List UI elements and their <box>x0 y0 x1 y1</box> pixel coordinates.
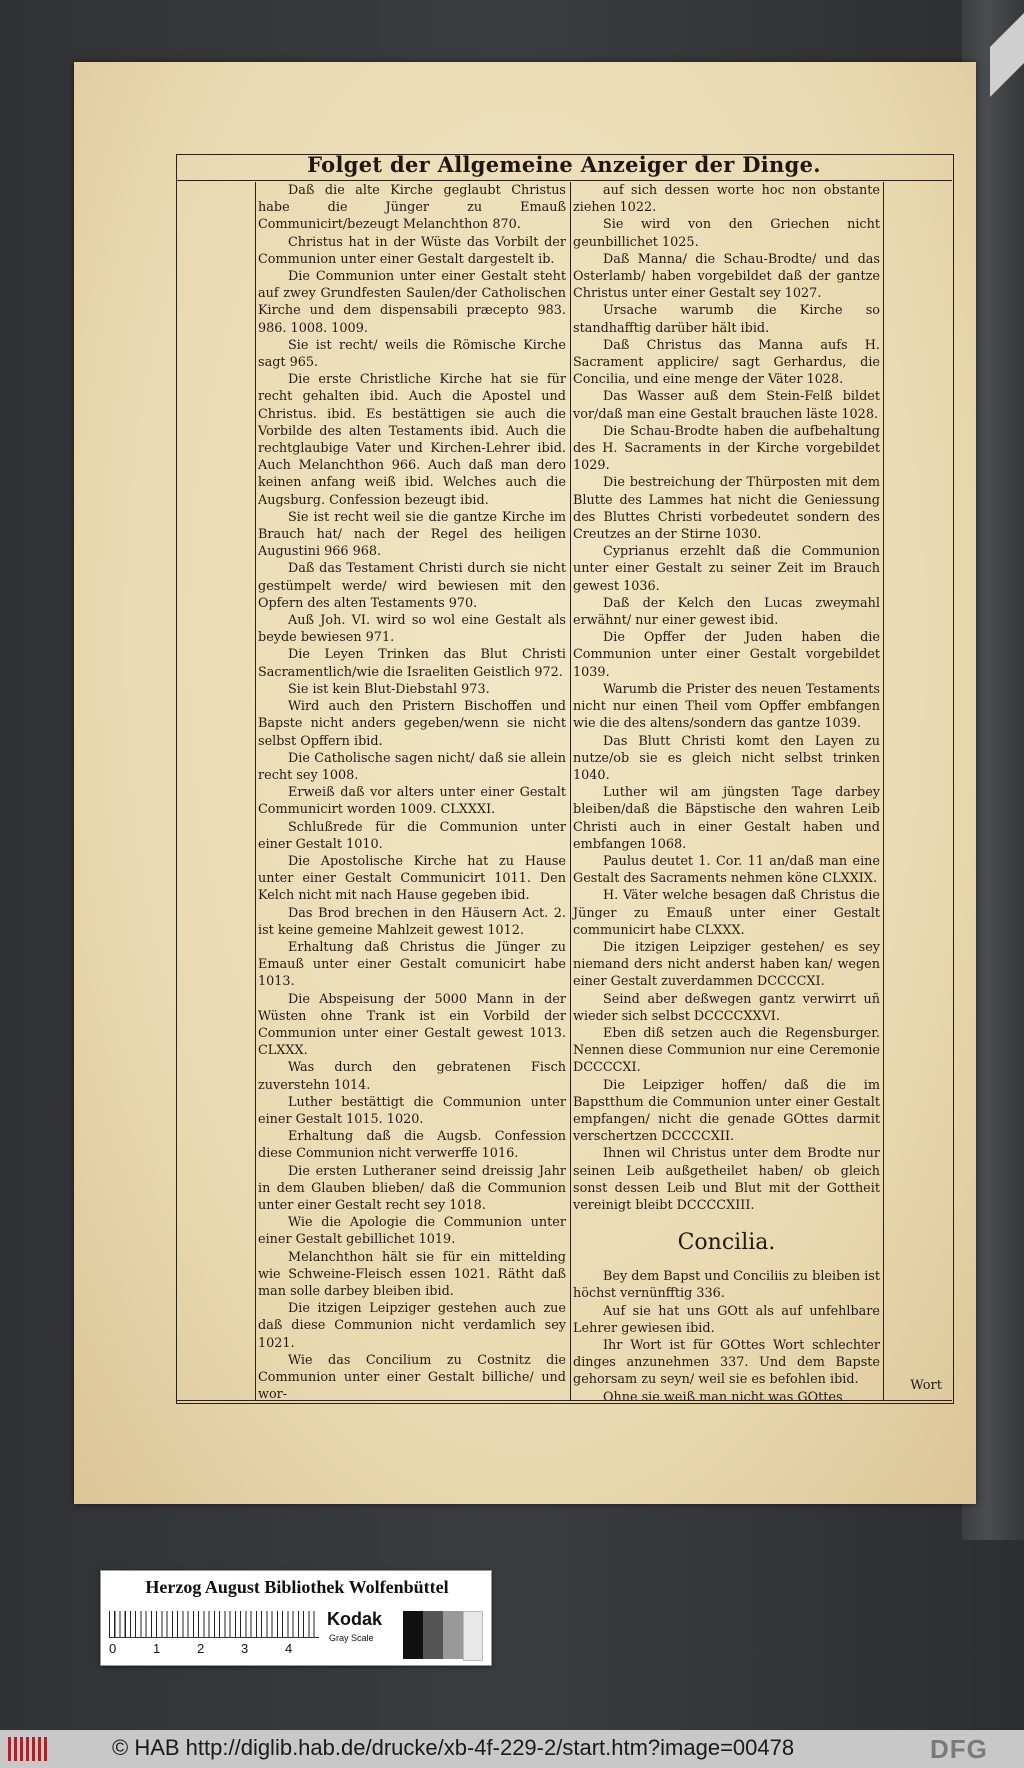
index-entry: Erhaltung daß die Augsb. Confession diese Communion nicht verwerffe 1016. <box>258 1129 566 1162</box>
index-entry: Die Leyen Trinken das Blut Christi Sacramentlich/wie die Israeliten Geistlich 972. <box>258 647 566 680</box>
index-entry: Schlußrede für die Communion unter einer Gestalt 1010. <box>258 819 566 852</box>
catch-word: Wort <box>910 1378 942 1393</box>
index-entry: Das Blutt Christi komt den Layen zu nutze/ob sie es gleich nicht selbst trinken 1040. <box>573 733 880 783</box>
index-entry: Erweiß daß vor alters unter einer Gestalt Communicirt worden 1009. CLXXXI. <box>258 785 566 818</box>
index-entry: Erhaltung daß Christus die Jünger zu Emauß unter einer Gestalt comunicirt habe 1013. <box>258 939 566 990</box>
index-entry: Sie ist kein Blut-Diebstahl 973. <box>288 681 490 697</box>
index-entry: Bey dem Bapst und Conciliis zu bleiben ist höchst vernünfftig 336. <box>573 1269 880 1302</box>
index-entry: Luther bestättigt die Communion unter einer Gestalt 1015. 1020. <box>258 1094 566 1127</box>
gray-patch-mid <box>443 1611 463 1659</box>
scale-ruler <box>109 1611 319 1638</box>
index-entry: Daß Christus das Manna aufs H. Sacrament applicire/ sagt Gerhardus, die Concilia, und eine menge der Väter 1028. <box>573 337 880 388</box>
left-column-rule <box>255 182 256 1400</box>
gray-patch-dark <box>423 1611 443 1659</box>
index-entry: Was durch den gebratenen Fisch zuverstehn 1014. <box>258 1060 566 1093</box>
ruler-number: 2 <box>197 1641 205 1656</box>
index-entry: Daß Manna/ die Schau-Brodte/ und das Osterlamb/ haben vorgebildet daß der gantze Christus unter einer Gestalt sey 1027. <box>573 251 880 302</box>
index-entry: Ihnen wil Christus unter dem Brodte nur seinen Leib außgetheilet haben/ ob gleich sonst dessen Leib und Blut mit der Gottheit vereinigt bleibt DCCCCXIII. <box>573 1146 880 1213</box>
ruler-number: 4 <box>285 1641 293 1656</box>
index-entry: Das Wasser auß dem Stein-Felß bildet vor/daß man eine Gestalt brauchen läste 1028. <box>573 389 880 422</box>
ruler-number: 1 <box>153 1641 161 1656</box>
index-entry: auf sich dessen worte hoc non obstante ziehen 1022. <box>573 183 880 216</box>
dfg-logo: DFG <box>930 1734 988 1764</box>
kodak-name: Kodak <box>327 1609 383 1629</box>
ruler-number: 0 <box>109 1641 117 1656</box>
index-entry: Daß die alte Kirche geglaubt Christus habe die Jünger zu Emauß Communicirt/bezeugt Melanchthon 870. <box>258 183 566 233</box>
gray-patch-black <box>403 1611 423 1659</box>
index-entry: Die erste Christliche Kirche hat sie für recht gehalten ibid. Auch die Apostel und Christus. ibid. Es bestättigen sie auch die Vorbilde des alten Testaments ibid. Auch die rechtglaubige Vater und Kirchen-Lehrer ibid. Auch Melanchthon 966. Auch daß man dero keinen anfang weiß ibid. Welches auch die Augsburg. Confession bezeugt ibid. <box>258 372 566 508</box>
index-entry: Seind aber deßwegen gantz verwirrt uñ wieder sich selbst DCCCCXXVI. <box>573 991 880 1024</box>
index-entry: Wird auch den Pristern Bischoffen und Bapste nicht anders gegeben/wenn sie nicht selbst Opffern ibid. <box>258 699 566 749</box>
index-entry: H. Väter welche besagen daß Christus die Jünger zu Emauß unter einer Gestalt communicirt habe CLXXX. <box>573 888 880 938</box>
index-entry: Auf sie hat uns GOtt als auf unfehlbare Lehrer gewiesen ibid. <box>573 1303 880 1336</box>
right-column-rule <box>883 182 884 1400</box>
index-entry: Christus hat in der Wüste das Vorbilt der Communion unter einer Gestalt dargestelt ib. <box>258 234 566 267</box>
index-entry: Die Apostolische Kirche hat zu Hause unter einer Gestalt Communicirt 1011. Den Kelch nicht mit nach Hause gegeben ibid. <box>258 853 566 904</box>
header-rule <box>176 180 952 181</box>
ruler-number: 3 <box>241 1641 249 1656</box>
index-entry: Sie ist recht/ weils die Römische Kirche sagt 965. <box>258 337 566 371</box>
index-entry: Das Brod brechen in den Häusern Act. 2. ist keine gemeine Mahlzeit gewest 1012. <box>258 905 566 938</box>
library-color-target <box>100 1570 492 1666</box>
index-entry: Eben diß setzen auch die Regensburger. Nennen diese Communion nur eine Ceremonie DCCCCXI. <box>573 1025 880 1076</box>
index-entry: Die Opffer der Juden haben die Communion unter einer Gestalt vorgebildet 1039. <box>573 630 880 680</box>
index-entry: Ursache warumb die Kirche so standhafftig darüber hält ibid. <box>573 303 880 336</box>
footer-url[interactable]: © HAB http://diglib.hab.de/drucke/xb-4f-229-2/start.htm?image=00478 <box>112 1735 795 1760</box>
footer-bar <box>0 1730 1024 1768</box>
index-entry: Die itzigen Leipziger gestehen/ es sey niemand ders nicht anderst haben kan/ wegen einer Gestalt zuverdammen DCCCCXI. <box>573 939 880 990</box>
index-entry: Die Communion unter einer Gestalt steht auf zwey Grundfesten Saulen/der Catholischen Kirche und dem dispensabili præcepto 983. 986. 1008. 1009. <box>258 269 566 336</box>
index-entry: Daß der Kelch den Lucas zweymahl erwähnt/ nur einer gewest ibid. <box>573 595 880 629</box>
index-entry: Luther wil am jüngsten Tage darbey bleiben/daß die Bäpstische den wahren Leib Christi auch in einer Gestalt haben und embfangen 1068. <box>573 785 880 852</box>
gray-patch-light <box>463 1611 483 1661</box>
index-entry: Die itzigen Leipziger gestehen auch zue daß diese Communion nicht verdamlich sey 1021. <box>258 1301 566 1351</box>
index-entry: Die bestreichung der Thürposten mit dem Blutte des Lammes hat nicht die Geniessung des Bluttes Christi vorbedeutet sondern des Creutzes an der Stirne 1030. <box>573 475 880 543</box>
index-entry: Sie ist recht weil sie die gantze Kirche im Brauch hat/ nach der Regel des heiligen Augustini 966 968. <box>258 509 566 560</box>
section-heading-concilia: Concilia. <box>677 1230 776 1256</box>
index-entry: Die Schau-Brodte haben die aufbehaltung des H. Sacraments in der Kirche vorgebildet 1029. <box>573 423 880 474</box>
index-entry: Die Leipziger hoffen/ daß die im Bapstthum die Communion unter einer Gestalt empfangen/ nicht die genade GOttes darmit verschertzen DCCCCXII. <box>573 1077 880 1145</box>
index-entry: Cyprianus erzehlt daß die Communion unter einer Gestalt zu seiner Zeit im Brauch gewest 1036. <box>573 544 880 594</box>
kodak-box <box>323 1609 401 1661</box>
index-entry: Auß Joh. VI. wird so wol eine Gestalt als beyde bewiesen 971. <box>258 613 566 646</box>
library-name: Herzog August Bibliothek Wolfenbüttel <box>145 1577 449 1597</box>
kodak-subtitle: Gray Scale <box>329 1633 374 1643</box>
index-entry: Daß das Testament Christi durch sie nicht gestümpelt werde/ wird bewiesen mit den Opfern des alten Testaments 970. <box>258 561 566 611</box>
index-entry: Die Catholische sagen nicht/ daß sie allein recht sey 1008. <box>258 750 566 783</box>
index-entry: Warumb die Prister des neuen Testaments nicht nur einen Theil vom Opffer embfangen wie die des altens/sondern das gantze 1039. <box>573 681 880 732</box>
index-entry: Wie die Apologie die Communion unter einer Gestalt gebillichet 1019. <box>258 1215 566 1248</box>
index-entry: Melanchthon hält sie für ein mittelding wie Schweine-Fleisch essen 1021. Rätht daß man solle darbey bleiben ibid. <box>258 1249 566 1299</box>
hab-logo-icon <box>8 1737 50 1761</box>
index-entry: Die Abspeisung der 5000 Mann in der Wüsten ohne Trank ist ein Vorbild der Communion unter einer Gestalt gewest 1013. CLXXX. <box>258 991 566 1059</box>
center-column-rule <box>570 182 571 1400</box>
index-entry: Wie das Concilium zu Costnitz die Communion unter einer Gestalt billiche/ und wor- <box>258 1352 566 1403</box>
ruler-numbers <box>109 1641 329 1659</box>
index-entry: Die ersten Lutheraner seind dreissig Jahr in dem Glauben blieben/ daß die Communion unter einer Gestalt recht sey 1018. <box>258 1163 566 1213</box>
index-entry: Paulus deutet 1. Cor. 11 an/daß man eine Gestalt des Sacraments nehmen köne CLXXIX. <box>573 853 880 887</box>
index-entry: Sie wird von den Griechen nicht geunbillichet 1025. <box>573 217 880 250</box>
right-column <box>573 182 880 1406</box>
index-entry: Ihr Wort ist für GOttes Wort schlechter dinges anzunehmen 337. Und dem Bapste gehorsam zu seyn/ weil sie es befohlen ibid. <box>573 1338 880 1388</box>
left-column <box>258 182 566 1403</box>
index-entry: Ohne sie weiß man nicht was GOttes <box>603 1389 843 1405</box>
page-title: Folget der Allgemeine Anzeiger der Dinge. <box>307 152 821 177</box>
